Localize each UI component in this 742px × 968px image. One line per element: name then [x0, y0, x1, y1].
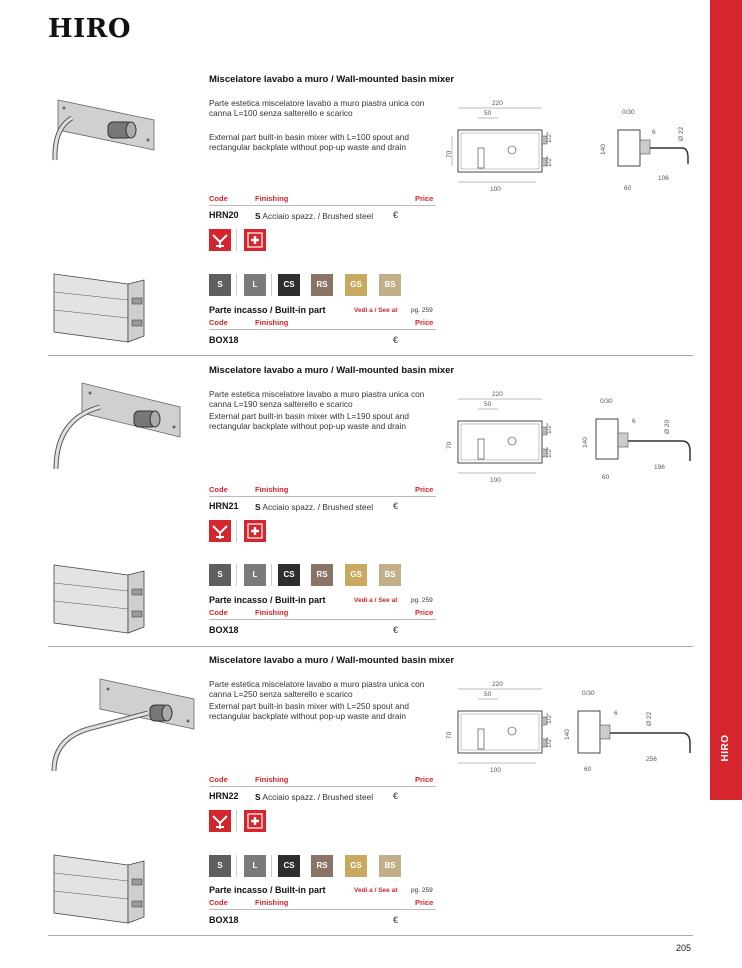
dim-offset: 50 — [484, 110, 492, 117]
dim-base: 60 — [584, 766, 592, 773]
price-header: Price — [415, 194, 434, 203]
side-technical-drawing — [584, 395, 700, 485]
finish-chip: L — [244, 274, 266, 296]
finishing-header: Finishing — [255, 318, 289, 327]
finish-chip: L — [244, 564, 266, 586]
dim-height: 70 — [446, 441, 453, 449]
product-code: HRN20 — [209, 210, 239, 220]
code-header: Code — [209, 194, 228, 203]
dim-diameter: Ø 22 — [678, 126, 685, 141]
page-reference: pg. 259 — [411, 307, 433, 314]
price-header: Price — [415, 775, 434, 784]
page-reference: pg. 259 — [411, 887, 433, 894]
finish-chip: RS — [311, 855, 333, 877]
divider — [209, 496, 436, 497]
finish-chip: CS — [278, 564, 300, 586]
dim-side-height: 140 — [582, 437, 589, 448]
finish-chip: BS — [379, 274, 401, 296]
divider — [209, 909, 436, 910]
divider — [209, 619, 436, 620]
finish-chip: CS — [278, 855, 300, 877]
dim-bottom: 100 — [490, 767, 501, 774]
mixer-product-image — [50, 381, 186, 471]
finish-chip: GS — [345, 564, 367, 586]
finish-code: S — [255, 502, 261, 512]
finish-chip: BS — [379, 564, 401, 586]
code-header: Code — [209, 485, 228, 494]
dim-spout: 196 — [654, 464, 665, 471]
finish-chip: L — [244, 855, 266, 877]
part-title: Parte incasso / Built-in part — [209, 305, 326, 315]
dim-bottom: 100 — [490, 186, 501, 193]
finishing-header: Finishing — [255, 194, 289, 203]
product-code: HRN21 — [209, 501, 239, 511]
description-it: Parte estetica miscelatore lavabo a muro piastra unica con canna L=100 senza salterello e scarico — [209, 98, 425, 118]
separator — [236, 855, 237, 877]
part-price: € — [393, 915, 399, 925]
finish-code: S — [255, 211, 261, 221]
code-header: Code — [209, 608, 228, 617]
part-code: BOX18 — [209, 625, 239, 635]
dim-spout: 256 — [646, 756, 657, 763]
dim-bottom: 100 — [490, 477, 501, 484]
box-built-in-image — [48, 851, 152, 929]
section-divider — [48, 646, 693, 647]
section-divider — [48, 935, 693, 936]
dim-depth: 0/30 — [600, 398, 613, 405]
description-it: Parte estetica miscelatore lavabo a muro piastra unica con canna L=250 senza salterello e scarico — [209, 679, 425, 699]
swiss-cross-icon — [244, 229, 266, 251]
finish-code: S — [255, 792, 261, 802]
separator — [236, 229, 237, 251]
swiss-cross-icon — [244, 810, 266, 832]
side-tab-label: HIRO — [720, 734, 731, 762]
finish-chip: S — [209, 274, 231, 296]
part-price: € — [393, 335, 399, 345]
separator — [236, 810, 237, 832]
price-value: € — [393, 501, 399, 511]
price-header: Price — [415, 485, 434, 494]
dim-offset: 50 — [484, 401, 492, 408]
finishing-header: Finishing — [255, 898, 289, 907]
divider — [209, 205, 436, 206]
separator — [271, 274, 272, 296]
dim-side-height: 140 — [564, 729, 571, 740]
finishing-header: Finishing — [255, 775, 289, 784]
dim-side-height: 140 — [600, 144, 607, 155]
description-en: External part built-in basin mixer with L=190 spout and rectangular backplate without pop-up waste and drain — [209, 411, 409, 431]
dim-width: 220 — [492, 100, 503, 107]
price-header: Price — [415, 898, 434, 907]
side-technical-drawing — [566, 685, 700, 777]
finish-chip: RS — [311, 274, 333, 296]
see-at-link[interactable]: Vedi a / See at — [354, 887, 398, 894]
price-header: Price — [415, 608, 434, 617]
dim-diameter: Ø 20 — [664, 419, 671, 434]
price-value: € — [393, 210, 399, 220]
dim-base: 60 — [602, 474, 610, 481]
part-code: BOX18 — [209, 915, 239, 925]
separator — [236, 520, 237, 542]
side-technical-drawing — [600, 104, 700, 196]
dim-width: 220 — [492, 391, 503, 398]
price-value: € — [393, 791, 399, 801]
dim-gap: 6 — [614, 710, 618, 717]
page-number: 205 — [676, 943, 692, 953]
separator — [236, 564, 237, 586]
box-built-in-image — [48, 561, 152, 639]
dim-height: 70 — [446, 731, 453, 739]
finish-chip: S — [209, 855, 231, 877]
dim-offset: 50 — [484, 691, 492, 698]
description-en: External part built-in basin mixer with L=100 spout and rectangular backplate without pop-up waste and drain — [209, 132, 409, 152]
dim-side-a: 1/2" — [546, 712, 553, 724]
part-price: € — [393, 625, 399, 635]
box-built-in-image — [48, 270, 152, 348]
finish-chip: RS — [311, 564, 333, 586]
description-en: External part built-in basin mixer with L=250 spout and rectangular backplate without pop-up waste and drain — [209, 701, 409, 721]
code-header: Code — [209, 775, 228, 784]
finish-label: Acciaio spazz. / Brushed steel — [262, 792, 374, 802]
page-reference: pg. 259 — [411, 597, 433, 604]
dim-spout: 106 — [658, 175, 669, 182]
part-title: Parte incasso / Built-in part — [209, 595, 326, 605]
part-title: Parte incasso / Built-in part — [209, 885, 326, 895]
finish-value — [255, 792, 373, 802]
product-title: Miscelatore lavabo a muro / Wall-mounted basin mixer — [209, 365, 455, 376]
front-technical-drawing — [448, 677, 558, 775]
finish-label: Acciaio spazz. / Brushed steel — [262, 211, 374, 221]
finish-chip: GS — [345, 274, 367, 296]
brand-logo: HIRO — [48, 14, 131, 44]
wras-icon — [209, 229, 231, 251]
finish-chip: BS — [379, 855, 401, 877]
product-code: HRN22 — [209, 791, 239, 801]
finish-value — [255, 211, 373, 221]
wras-icon — [209, 520, 231, 542]
finishing-header: Finishing — [255, 485, 289, 494]
dim-side-a: 1/2" — [546, 422, 553, 434]
code-header: Code — [209, 898, 228, 907]
dim-depth: 0/30 — [582, 690, 595, 697]
dim-width: 220 — [492, 681, 503, 688]
finish-chip: CS — [278, 274, 300, 296]
product-section-hrn22 — [0, 655, 710, 937]
dim-side-b: 1/2" — [546, 446, 553, 458]
see-at-link[interactable]: Vedi a / See at — [354, 307, 398, 314]
separator — [271, 855, 272, 877]
dim-diameter: Ø 22 — [646, 711, 653, 726]
product-title: Miscelatore lavabo a muro / Wall-mounted basin mixer — [209, 74, 455, 85]
dim-side-b: 1/2" — [546, 155, 553, 167]
dim-base: 60 — [624, 185, 632, 192]
dim-side-b: 1/2" — [546, 736, 553, 748]
product-section-hrn21 — [0, 365, 710, 647]
product-title: Miscelatore lavabo a muro / Wall-mounted basin mixer — [209, 655, 455, 666]
finish-chip: GS — [345, 855, 367, 877]
part-code: BOX18 — [209, 335, 239, 345]
finish-value — [255, 502, 373, 512]
dim-depth: 0/30 — [622, 109, 635, 116]
dim-height: 70 — [446, 150, 453, 158]
side-tab — [710, 0, 742, 800]
swiss-cross-icon — [244, 520, 266, 542]
code-header: Code — [209, 318, 228, 327]
finishing-header: Finishing — [255, 608, 289, 617]
mixer-product-image — [50, 98, 160, 168]
finish-chip: S — [209, 564, 231, 586]
dim-gap: 6 — [652, 129, 656, 136]
mixer-product-image — [48, 677, 196, 773]
section-divider — [48, 355, 693, 356]
product-section-hrn20 — [0, 74, 710, 356]
see-at-link[interactable]: Vedi a / See at — [354, 597, 398, 604]
wras-icon — [209, 810, 231, 832]
front-technical-drawing — [448, 387, 558, 485]
separator — [236, 274, 237, 296]
front-technical-drawing — [448, 96, 558, 194]
divider — [209, 329, 436, 330]
description-it: Parte estetica miscelatore lavabo a muro piastra unica con canna L=190 senza salterello e scarico — [209, 389, 425, 409]
dim-side-a: 1/2" — [546, 131, 553, 143]
dim-gap: 6 — [632, 418, 636, 425]
separator — [271, 564, 272, 586]
finish-label: Acciaio spazz. / Brushed steel — [262, 502, 374, 512]
divider — [209, 786, 436, 787]
price-header: Price — [415, 318, 434, 327]
